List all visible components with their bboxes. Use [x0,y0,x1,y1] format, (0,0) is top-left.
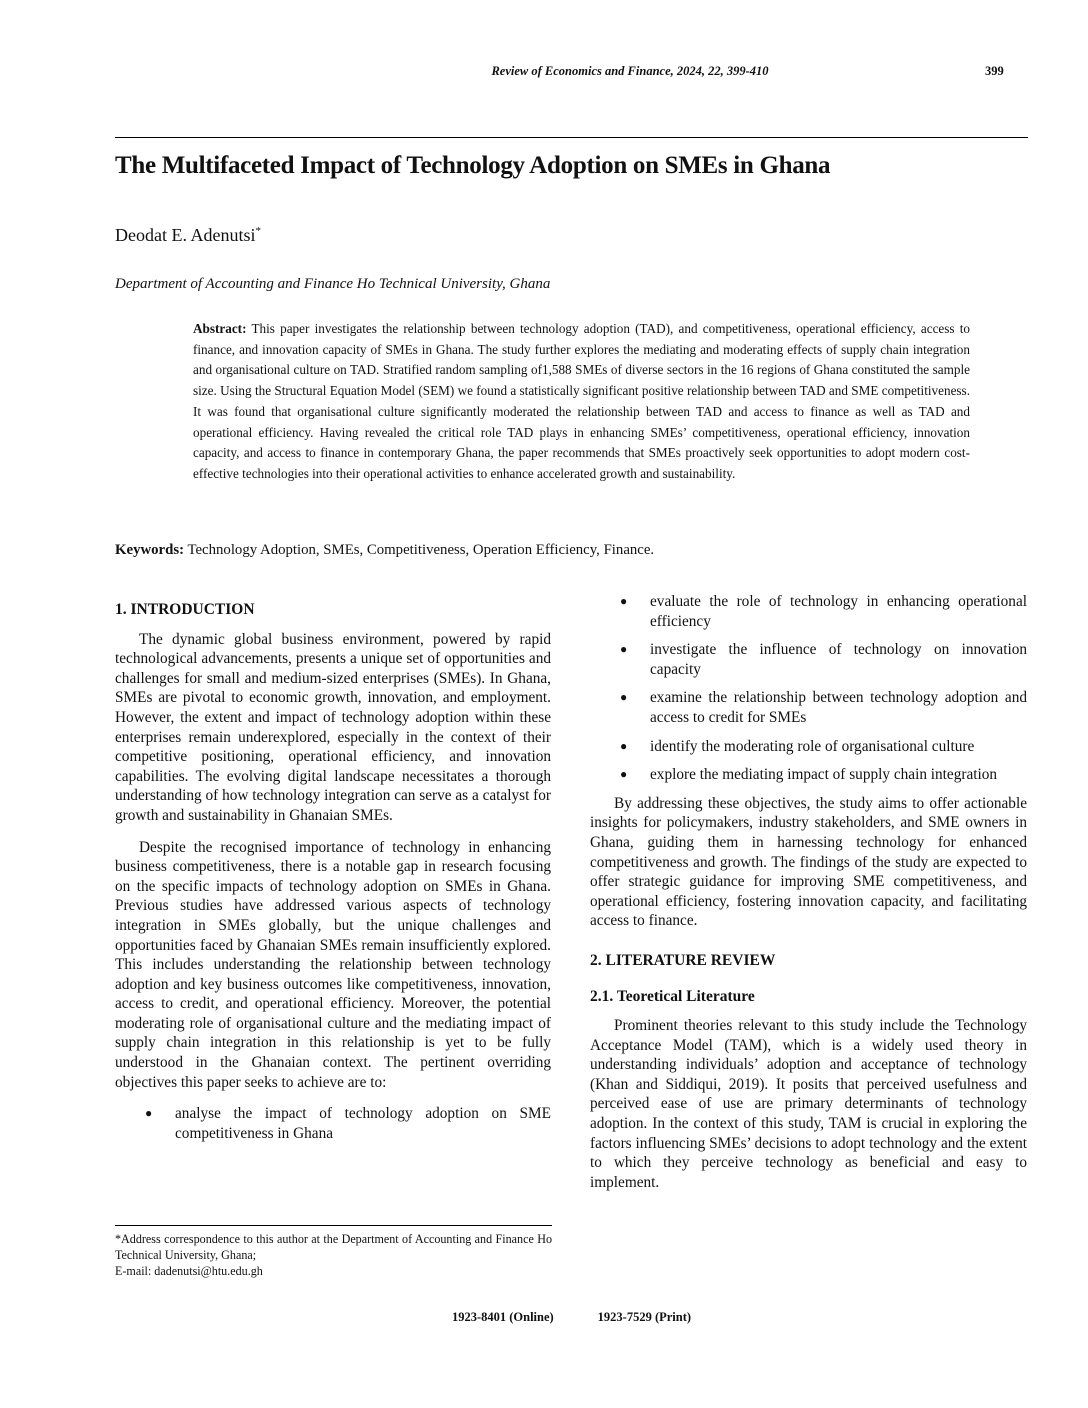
intro-paragraph-2: Despite the recognised importance of technology in enhancing business competitiveness, there is a notable gap in research focusing on the specific impacts of technology adoption on SMEs in Ghana. Previous studies have addressed various aspects of technology integration in SMEs globally, but the unique challenges and opportunities faced by Ghanaian SMEs remain insufficiently explored. This includes understanding the relationship between technology adoption and key business outcomes like competitiveness, innovation, access to credit, and operational efficiency. Moreover, the potential moderating role of organisational culture and the mediating impact of supply chain integration in this relationship is yet to be fully understood in the Ghanaian context. The pertinent overriding objectives this paper seeks to achieve are to: [115,838,551,1091]
bullet-icon: ● [620,642,628,657]
issn-print: 1923-7529 (Print) [597,1310,692,1324]
intro-heading: 1. INTRODUCTION [115,601,255,618]
paper-title: The Multifaceted Impact of Technology Adoption on SMEs in Ghana [115,152,831,179]
bullet-icon: ● [620,594,628,608]
list-item [590,640,1027,679]
footnote-email: E-mail: dadenutsi@htu.edu.gh [115,1264,263,1278]
footnote [115,1231,552,1279]
author [115,225,261,246]
header-rule [115,137,1028,138]
list-item-text: explore the mediating impact of supply chain integration [650,766,998,784]
list-item [590,688,1027,727]
list-item-text: examine the relationship between technology adoption and access to credit for SMEs [650,689,1027,726]
abstract-text: This paper investigates the relationship between technology adoption (TAD), and competitiveness, operational efficiency, access to finance, and innovation capacity of SMEs in Ghana. The study further explores the mediating and moderating effects of supply chain integration and organisational culture on TAD. Stratified random sampling of1,588 SMEs of diverse sectors in the 16 regions of Ghana constituted the sample size. Using the Structural Equation Model (SEM) we found a statistically significant positive relationship between TAD and SME competitiveness. It was found that organisational culture significantly moderated the relationship between TAD and access to finance as well as TAD and operational efficiency. Having revealed the critical role TAD plays in enhancing SMEs’ competitiveness, operational efficiency, innovation capacity, and access to finance in contemporary Ghana, the paper recommends that SMEs proactively seek opportunities to adopt modern cost-effective technologies into their operational activities to enhance accelerated growth and sustainability. [193,321,971,481]
literature-paragraph-1: Prominent theories relevant to this study include the Technology Acceptance Model (TAM), which is a widely used theory in understanding individuals’ adoption and acceptance of technology (Khan and Siddiqui, 2019). It posits that perceived usefulness and perceived ease of use are primary determinants of technology adoption. In the context of this study, TAM is crucial in exploring the factors influencing SMEs’ decisions to adopt technology and the extent to which they perceive technology as beneficial and easy to implement. [590,1017,1027,1191]
list-item [590,592,1027,631]
list-item-text: identify the moderating role of organisational culture [650,737,975,755]
left-column [115,600,551,1152]
objectives-list-left [115,1104,551,1143]
bullet-icon: ● [620,690,628,705]
keywords [115,542,1028,559]
abstract-label: Abstract: [193,321,247,336]
author-name: Deodat E. Adenutsi [115,225,256,245]
footnote-address: *Address correspondence to this author at the Department of Accounting and Finance Ho Technical University, Ghana; [115,1232,552,1262]
theoretical-subheading: 2.1. Teoretical Literature [590,987,755,1005]
list-item-text: analyse the impact of technology adoption on SME competitiveness in Ghana [175,1105,551,1142]
list-item [590,737,1027,757]
list-item [115,1104,551,1143]
bullet-icon: ● [620,738,628,753]
journal-header: Review of Economics and Finance, 2024, 22, 399-410 [491,64,769,78]
affiliation: Department of Accounting and Finance Ho Technical University, Ghana [115,276,551,292]
literature-heading: 2. LITERATURE REVIEW [590,951,776,969]
right-column [590,592,1027,1204]
list-item-text: investigate the influence of technology on innovation capacity [650,641,1027,678]
author-mark: * [255,225,261,237]
issn-online: 1923-8401 (Online) [451,1310,554,1324]
bullet-icon: ● [145,1106,153,1121]
keywords-text: Technology Adoption, SMEs, Competitiveness, Operation Efficiency, Finance. [187,542,655,558]
issn-footer [115,1310,1028,1325]
list-item-text: evaluate the role of technology in enhancing operational efficiency [650,593,1027,630]
intro-paragraph-3: By addressing these objectives, the study aims to offer actionable insights for policymakers, industry stakeholders, and SME owners in Ghana, guiding them in harnessing technology for enhanced competitiveness and growth. The findings of the study are expected to offer strategic guidance for improving SME competitiveness, and operational efficiency, fostering innovation capacity, and facilitating access to finance. [590,794,1027,930]
footnote-rule [115,1225,552,1226]
keywords-label: Keywords: [115,542,185,558]
intro-paragraph-1: The dynamic global business environment, powered by rapid technological advancements, presents a unique set of opportunities and challenges for small and medium-sized enterprises (SMEs). In Ghana, SMEs are pivotal to economic growth, innovation, and employment. However, the extent and impact of technology adoption within these enterprises remain underexplored, especially in the context of their competitive positioning, operational efficiency, and innovation capabilities. The evolving digital landscape necessitates a thorough understanding of how technology integration can serve as a catalyst for growth and sustainability in Ghanaian SMEs. [115,630,551,824]
objectives-list-right [590,592,1027,785]
abstract [193,319,970,485]
bullet-icon: ● [620,767,628,782]
page-number: 399 [985,64,1004,78]
list-item [590,765,1027,785]
